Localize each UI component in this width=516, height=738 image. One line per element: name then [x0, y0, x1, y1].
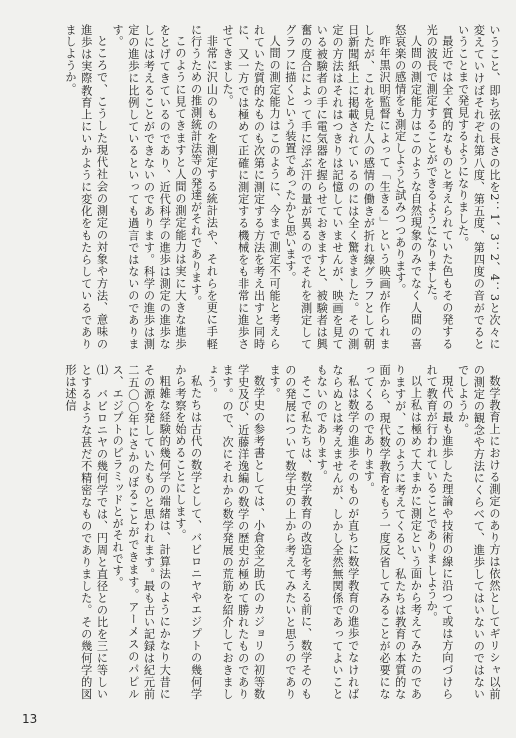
paragraph: 私は数学の進歩そのものが直ちに数学教育の進歩でなければならぬとは考えませんが、しかし全然無関係であってよいこともないのであります。 [315, 364, 360, 700]
paragraph: 人間の測定能力はこのように、今まで測定不可能と考えられていた質的なものも次第に測定する方法を考え出すと同時に、又一方では極めて正確に測定する機械をも非常に進歩させてきました。 [221, 24, 282, 350]
paragraph: このように見てきますと人間の測定能力は実に大きな進歩をとげてきているのであり、近代科学の進歩は測定の進歩なしには考えることができないのであります。科学の進歩は測定の進歩に比例しているといっても過言ではないのであります。 [111, 24, 187, 350]
top-paragraphs [62, 24, 502, 350]
paragraph: 昨年黒沢明監督によって「生きる」という映画が作られましたが、これを見た人の感情の働きが折れ線グラフとして朝日新聞紙上に掲載されているのには全く驚きました。その測定の方法はそれはつきりは記憶していませんが、映画を見ている被験者の手に電気器を握らせておきますと、被験者は興奮の度合によって手に浮ぶ汗の量が異るのでそれを測定してグラフに描くという装置であったかと思います。 [283, 24, 392, 350]
paragraph: 非常に沢山のものを測定する統計法や、それらを更に手軽に行うための推測統計法等の発達がそれであります。 [189, 24, 219, 350]
paragraph: ⑴ バビロニヤの幾何学では、円周と直径との比を三に等しいとするような甚だ不精密なものでありました。その幾何学的図形は述信 [64, 364, 109, 700]
top-text-column [12, 24, 502, 350]
paragraph: 数学教育上における測定のあり方は依然としてギリシャ以前の測定の観念や方法にくらべて、進歩してはいないのではないでしようか。 [456, 364, 501, 700]
paragraph: 現代の最も進歩した理論や技術の線に沿つて或は方向づけられて教育が行われていることでありましようか。 [425, 364, 454, 700]
paragraph: いうこと、即ち弦の長さの比を2：1、3：2、4：3と次々に変えていけばそれぞれ第八度、第五度、第四度の音がでるということまで発見するようになりました。 [456, 24, 501, 350]
paragraph: 人間の測定能力はこのような自然現象のみでなく人間の喜怒哀楽の感情をも測定しようと試みつつあります。 [393, 24, 423, 350]
paragraph: 以上私は極めて大まかに測定という面から考えてみたのでありますが、このように考えてくると、私たちは教育の本質的な面から、現代数学教育をもう一度反省してみることが必要になってくるのであります。 [362, 364, 423, 700]
paragraph: そこで私たちは、数学教育の改造を考える前に、数学そのものの発展について数学史の上から考えてみたいと思うのであります。 [268, 364, 313, 700]
paragraph: ところで、こうした現代社会の測定の対象や方法、意味の進歩は実際教育上にいかように変化をもたらしているでありましようか。 [64, 24, 109, 350]
paragraph: 粗雑な経験的幾何学の端緒は、計算法のようにかなり大昔にその源を発していたものと思われます。最も古い記録は紀元前二五〇〇年にさかのぼることができます。アーメスのパピルス、エジプトのピラミッドとがそれです。 [111, 364, 172, 700]
page-number: 13 [22, 712, 38, 726]
paragraph: 私たちは古代の数学として、バビロニヤやエジプトの幾何学から考察を始めることにします。 [173, 364, 203, 700]
bottom-paragraphs [62, 360, 502, 700]
paragraph: 最近では全く質的なものと考えられていた色もその発する光の波長で測定することができるようになりました。 [425, 24, 454, 350]
paragraph: 数学史の参考書としては、小倉金之助氏のカジョリの初等数学史及び、近藤洋逸編の数学の歴史が極めて勝れたものであります。ので、次にそれから数学発展の荒筋を紹介しておきましょう。 [205, 364, 266, 700]
bottom-text-column [12, 360, 502, 700]
